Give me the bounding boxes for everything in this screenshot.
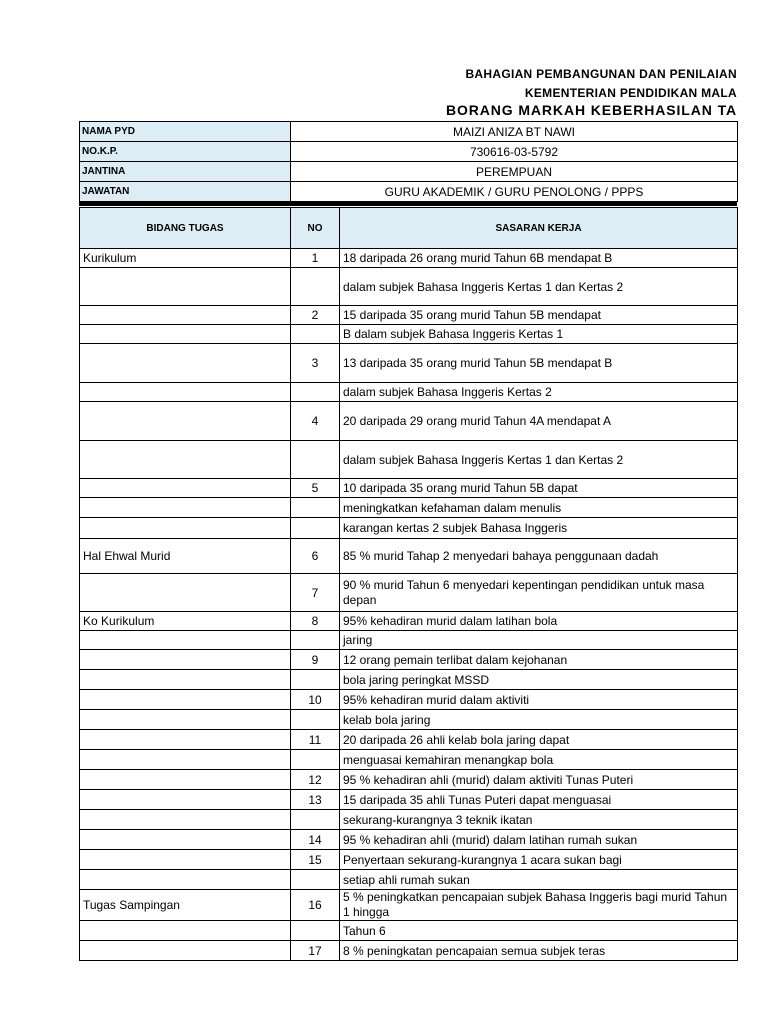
table-header-row: [80, 208, 738, 249]
no-cell: [291, 268, 340, 306]
bidang-tugas-cell: [80, 268, 291, 306]
sasaran-kerja-cell: Tahun 6: [340, 921, 738, 941]
info-value-nama: MAIZI ANIZA BT NAWI: [291, 122, 738, 142]
no-cell: [291, 670, 340, 690]
work-targets-table: [79, 207, 738, 961]
sasaran-kerja-cell: 8 % peningkatan pencapaian semua subjek teras: [340, 941, 738, 961]
table-row: [80, 670, 738, 690]
info-label: JAWATAN: [80, 182, 291, 202]
no-cell: 6: [291, 539, 340, 574]
no-cell: 13: [291, 790, 340, 810]
no-cell: [291, 750, 340, 770]
bidang-tugas-cell: [80, 810, 291, 830]
no-cell: 4: [291, 402, 340, 441]
table-row: [80, 479, 738, 498]
table-row: [80, 574, 738, 612]
bidang-tugas-cell: [80, 730, 291, 750]
bidang-tugas-cell: [80, 441, 291, 479]
sasaran-kerja-cell: 15 daripada 35 orang murid Tahun 5B mendapat: [340, 306, 738, 325]
section-divider: [79, 202, 737, 206]
sasaran-kerja-cell: Penyertaan sekurang-kurangnya 1 acara sukan bagi: [340, 850, 738, 870]
no-cell: [291, 810, 340, 830]
bidang-tugas-cell: [80, 344, 291, 383]
table-row: [80, 730, 738, 750]
info-label: NO.K.P.: [80, 142, 291, 162]
personal-info-table: [79, 121, 738, 202]
sasaran-kerja-cell: bola jaring peringkat MSSD: [340, 670, 738, 690]
no-cell: [291, 710, 340, 730]
info-label: JANTINA: [80, 162, 291, 182]
info-value-jawatan: GURU AKADEMIK / GURU PENOLONG / PPPS: [291, 182, 738, 202]
table-row: [80, 612, 738, 631]
no-cell: [291, 921, 340, 941]
bidang-tugas-cell: [80, 631, 291, 650]
sasaran-kerja-cell: 95 % kehadiran ahli (murid) dalam aktiviti Tunas Puteri: [340, 770, 738, 790]
info-label: NAMA PYD: [80, 122, 291, 142]
sasaran-kerja-cell: menguasai kemahiran menangkap bola: [340, 750, 738, 770]
table-row: [80, 268, 738, 306]
sasaran-kerja-cell: B dalam subjek Bahasa Inggeris Kertas 1: [340, 325, 738, 344]
no-cell: [291, 325, 340, 344]
no-cell: 14: [291, 830, 340, 850]
bidang-tugas-cell: [80, 325, 291, 344]
sasaran-kerja-cell: 12 orang pemain terlibat dalam kejohanan: [340, 650, 738, 670]
no-cell: 5: [291, 479, 340, 498]
info-value-nokp: 730616-03-5792: [291, 142, 738, 162]
header-sasaran-kerja: SASARAN KERJA: [340, 208, 738, 249]
table-row: [80, 941, 738, 961]
sasaran-kerja-cell: 13 daripada 35 orang murid Tahun 5B mendapat B: [340, 344, 738, 383]
sasaran-kerja-cell: dalam subjek Bahasa Inggeris Kertas 2: [340, 383, 738, 402]
bidang-tugas-cell: [80, 830, 291, 850]
table-row: [80, 498, 738, 518]
bidang-tugas-cell: Kurikulum: [80, 249, 291, 268]
sasaran-kerja-cell: 20 daripada 29 orang murid Tahun 4A mendapat A: [340, 402, 738, 441]
no-cell: 16: [291, 890, 340, 921]
table-row: [80, 770, 738, 790]
table-row: [80, 441, 738, 479]
table-row: [80, 539, 738, 574]
ministry-title: KEMENTERIAN PENDIDIKAN MALA: [524, 86, 737, 100]
table-row: [80, 750, 738, 770]
department-title: BAHAGIAN PEMBANGUNAN DAN PENILAIAN: [465, 67, 737, 81]
table-row: [80, 830, 738, 850]
table-row: [80, 402, 738, 441]
bidang-tugas-cell: [80, 850, 291, 870]
table-row: [80, 921, 738, 941]
table-row: [80, 631, 738, 650]
no-cell: 9: [291, 650, 340, 670]
bidang-tugas-cell: [80, 498, 291, 518]
sasaran-kerja-cell: 10 daripada 35 orang murid Tahun 5B dapat: [340, 479, 738, 498]
sasaran-kerja-cell: 90 % murid Tahun 6 menyedari kepentingan pendidikan untuk masa depan: [340, 574, 738, 612]
table-row: [80, 306, 738, 325]
table-row: [80, 890, 738, 921]
bidang-tugas-cell: [80, 518, 291, 539]
bidang-tugas-cell: [80, 306, 291, 325]
no-cell: 3: [291, 344, 340, 383]
info-row-nokp: [80, 142, 738, 162]
header-bidang-tugas: BIDANG TUGAS: [80, 208, 291, 249]
sasaran-kerja-cell: 95% kehadiran murid dalam latihan bola: [340, 612, 738, 631]
no-cell: 11: [291, 730, 340, 750]
no-cell: 10: [291, 690, 340, 710]
bidang-tugas-cell: Tugas Sampingan: [80, 890, 291, 921]
info-row-nama: [80, 122, 738, 142]
bidang-tugas-cell: [80, 870, 291, 890]
sasaran-kerja-cell: karangan kertas 2 subjek Bahasa Inggeris: [340, 518, 738, 539]
no-cell: 7: [291, 574, 340, 612]
table-row: [80, 690, 738, 710]
info-row-jantina: [80, 162, 738, 182]
sasaran-kerja-cell: jaring: [340, 631, 738, 650]
no-cell: 12: [291, 770, 340, 790]
sasaran-kerja-cell: dalam subjek Bahasa Inggeris Kertas 1 dan Kertas 2: [340, 268, 738, 306]
header-no: NO: [291, 208, 340, 249]
no-cell: [291, 441, 340, 479]
bidang-tugas-cell: [80, 770, 291, 790]
sasaran-kerja-cell: kelab bola jaring: [340, 710, 738, 730]
form-title: BORANG MARKAH KEBERHASILAN TA: [445, 102, 737, 118]
table-row: [80, 325, 738, 344]
no-cell: [291, 870, 340, 890]
bidang-tugas-cell: [80, 710, 291, 730]
sasaran-kerja-cell: 18 daripada 26 orang murid Tahun 6B mendapat B: [340, 249, 738, 268]
info-row-jawatan: [80, 182, 738, 202]
table-row: [80, 790, 738, 810]
no-cell: 8: [291, 612, 340, 631]
sasaran-kerja-cell: 95% kehadiran murid dalam aktiviti: [340, 690, 738, 710]
sasaran-kerja-cell: 15 daripada 35 ahli Tunas Puteri dapat menguasai: [340, 790, 738, 810]
no-cell: 15: [291, 850, 340, 870]
bidang-tugas-cell: [80, 479, 291, 498]
info-value-jantina: PEREMPUAN: [291, 162, 738, 182]
bidang-tugas-cell: [80, 574, 291, 612]
no-cell: [291, 383, 340, 402]
bidang-tugas-cell: [80, 690, 291, 710]
no-cell: 17: [291, 941, 340, 961]
bidang-tugas-cell: [80, 402, 291, 441]
bidang-tugas-cell: [80, 383, 291, 402]
sasaran-kerja-cell: sekurang-kurangnya 3 teknik ikatan: [340, 810, 738, 830]
no-cell: [291, 498, 340, 518]
table-row: [80, 850, 738, 870]
table-row: [80, 870, 738, 890]
table-row: [80, 344, 738, 383]
bidang-tugas-cell: Ko Kurikulum: [80, 612, 291, 631]
table-row: [80, 650, 738, 670]
table-row: [80, 710, 738, 730]
bidang-tugas-cell: Hal Ehwal Murid: [80, 539, 291, 574]
sasaran-kerja-cell: meningkatkan kefahaman dalam menulis: [340, 498, 738, 518]
sasaran-kerja-cell: 5 % peningkatkan pencapaian subjek Bahasa Inggeris bagi murid Tahun 1 hingga: [340, 890, 738, 921]
no-cell: 1: [291, 249, 340, 268]
table-row: [80, 383, 738, 402]
bidang-tugas-cell: [80, 941, 291, 961]
no-cell: 2: [291, 306, 340, 325]
table-row: [80, 810, 738, 830]
table-row: [80, 249, 738, 268]
no-cell: [291, 631, 340, 650]
table-row: [80, 518, 738, 539]
bidang-tugas-cell: [80, 650, 291, 670]
sasaran-kerja-cell: dalam subjek Bahasa Inggeris Kertas 1 dan Kertas 2: [340, 441, 738, 479]
bidang-tugas-cell: [80, 790, 291, 810]
sasaran-kerja-cell: 85 % murid Tahap 2 menyedari bahaya penggunaan dadah: [340, 539, 738, 574]
sasaran-kerja-cell: 20 daripada 26 ahli kelab bola jaring dapat: [340, 730, 738, 750]
sasaran-kerja-cell: setiap ahli rumah sukan: [340, 870, 738, 890]
bidang-tugas-cell: [80, 670, 291, 690]
no-cell: [291, 518, 340, 539]
bidang-tugas-cell: [80, 921, 291, 941]
bidang-tugas-cell: [80, 750, 291, 770]
sasaran-kerja-cell: 95 % kehadiran ahli (murid) dalam latihan rumah sukan: [340, 830, 738, 850]
